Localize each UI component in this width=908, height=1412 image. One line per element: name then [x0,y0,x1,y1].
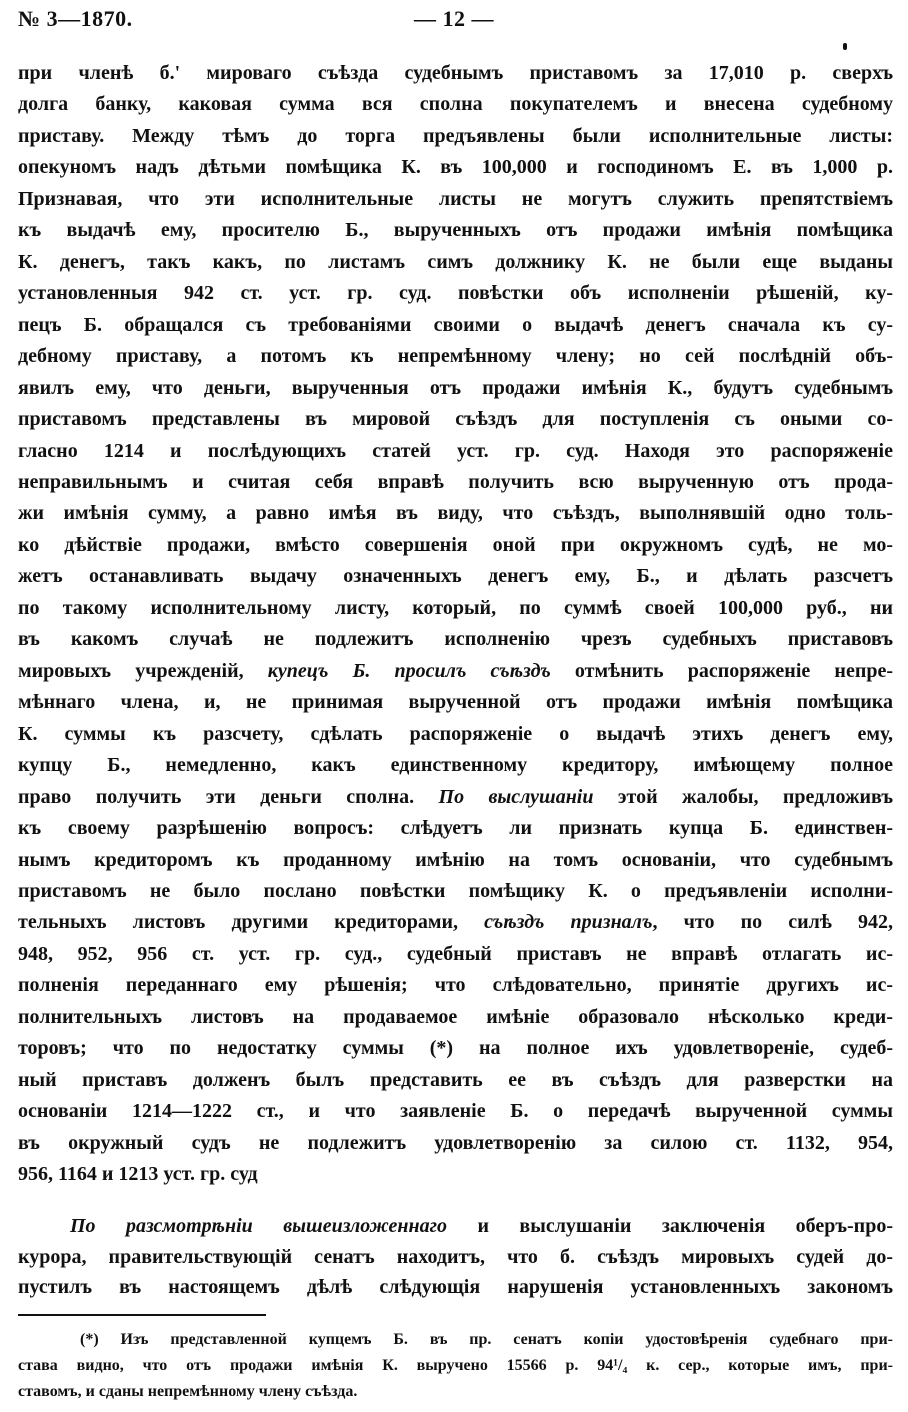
text-line [18,626,893,652]
text-line [18,1004,893,1030]
text-line [18,595,893,621]
text-line [18,343,893,369]
text-line [18,91,893,117]
italic-phrase: купецъ Б. просилъ съѣздъ [267,659,551,682]
print-speck [843,43,847,50]
page-number: — 12 — [414,6,494,31]
text-line [18,941,893,967]
text-segment: купцу Б., немедленно, какъ единственному кредитору, имѣющему полное [18,754,893,777]
text-segment: установленныя 942 ст. уст. гр. суд. повѣстки объ исполненіи рѣшеній, ку- [18,282,893,305]
text-line [18,469,893,495]
footnote-line: (*) Изъ представленной купцемъ Б. въ пр. сенатъ копіи удостовѣренія судебнаго при- [80,1331,893,1348]
text-segment: торовъ; что по недостатку суммы (*) на полное ихъ удовлетвореніе, судеб- [18,1037,893,1060]
text-line [18,1130,893,1156]
text-segment: опекуномъ надъ дѣтьми помѣщика К. въ 100,000 и господиномъ Е. въ 1,000 р. [18,156,893,179]
text-segment: К. денегъ, такъ какъ, по листамъ симъ должнику К. не были еще выданы [18,250,893,273]
text-line [18,438,893,464]
text-segment: право получить эти деньги сполна. [18,785,439,808]
text-segment: полнительныхъ листовъ на продаваемое имѣніе образовало нѣсколько креди- [18,1005,893,1028]
text-segment: въ какомъ случаѣ не подлежитъ исполненію чрезъ судебныхъ приставовъ [18,628,893,651]
text-segment: основаніи 1214—1222 ст., и что заявленіе Б. о передачѣ вырученной суммы [18,1100,893,1123]
text-line [18,689,893,715]
text-line [18,1274,893,1300]
text-segment: ко дѣйствіе продажи, вмѣсто совершенія оной при окружномъ судѣ, не мо- [18,533,893,556]
text-line [18,500,893,526]
text-segment: при членѣ б.' мироваго съѣзда судебнымъ приставомъ за 17,010 р. сверхъ [18,62,893,84]
text-segment: явилъ ему, что деньги, вырученныя отъ продажи имѣнія К., будутъ судебнымъ [18,376,893,399]
text-segment: дебному приставу, а потомъ къ непремѣнному члену; но сей послѣдній объ- [18,345,893,368]
text-segment: гласно 1214 и послѣдующихъ статей уст. гр. суд. Находя это распоряженіе [18,439,893,462]
text-line [18,784,893,810]
text-line [18,1161,893,1187]
text-line [18,752,893,778]
italic-phrase: По выслушаніи [438,785,594,808]
text-segment: къ своему разрѣшенію вопросъ: слѣдуетъ ли признать купца Б. единствен- [18,817,893,840]
text-segment: жетъ останавливать выдачу означенныхъ денегъ ему, Б., и дѣлать разсчетъ [18,565,893,588]
text-segment: и выслушаніи заключенія оберъ-про- [447,1215,893,1237]
footnote-divider [18,1314,266,1316]
text-line [18,721,893,747]
text-segment: по такому исполнительному листу, который, по суммѣ своей 100,000 руб., ни [18,596,893,619]
text-segment: пустилъ въ настоящемъ дѣлѣ слѣдующія нарушенія установленныхъ закономъ [18,1276,893,1299]
issue-number: № 3—1870. [18,6,133,31]
text-segment: къ выдачѣ ему, просителю Б., вырученныхъ отъ продажи имѣнія помѣщика [18,219,893,242]
text-segment: К. суммы къ разсчету, сдѣлать распоряженіе о выдачѣ этихъ денегъ ему, [18,722,893,745]
text-line [18,909,893,935]
text-segment: , что по силѣ 942, [652,911,893,934]
text-line [18,1035,893,1061]
text-segment: 948, 952, 956 ст. уст. гр. суд., судебный приставъ не вправѣ отлагать ис- [18,942,893,965]
text-segment: мировыхъ учрежденій, [18,659,268,682]
text-line [18,563,893,589]
text-segment: этой жалобы, предложивъ [593,785,893,808]
text-line [18,217,893,243]
text-segment: долга банку, каковая сумма вся сполна покупателемъ и внесена судебному [18,93,893,116]
text-line [18,658,893,684]
text-line [18,1098,893,1124]
text-line [18,154,893,180]
text-segment: курора, правительствующій сенатъ находитъ, что б. съѣздъ мировыхъ судей до- [18,1245,893,1268]
text-segment: жи имѣнія сумму, а равно имѣя въ виду, что съѣздъ, выполнявшій одно толь- [18,502,893,525]
text-segment: тельныхъ листовъ другими кредиторами, [18,911,485,934]
footnote-line: ставомъ, и сданы непремѣнному члену съѣзда. [18,1383,358,1400]
text-line [18,1244,893,1270]
text-line [18,1067,893,1093]
text-line [18,123,893,149]
text-line [18,186,893,212]
text-line [18,972,893,998]
footnote-line: става видно, что отъ продажи имѣнія К. выручено 15566 р. 94¹/₄ к. сер., которые имъ, при- [18,1357,893,1374]
italic-phrase: съѣздъ призналъ [484,911,653,934]
text-line [18,375,893,401]
italic-phrase: По разсмотрѣніи вышеизложеннаго [70,1215,448,1237]
text-line [18,847,893,873]
text-segment: приставомъ не было послано повѣстки помѣщику К. о предъявленіи исполни- [18,879,893,902]
text-line [18,406,893,432]
text-segment: пецъ Б. обращался съ требованіями своими о выдачѣ денегъ сначала къ су- [18,313,893,336]
text-line [18,280,893,306]
text-line [18,878,893,904]
text-line [18,815,893,841]
text-segment: нымъ кредиторомъ къ проданному имѣнію на томъ основаніи, что судебнымъ [18,848,893,871]
text-line [18,60,893,86]
text-segment: 956, 1164 и 1213 уст. гр. суд [18,1163,258,1186]
text-line [18,312,893,338]
text-segment: приставу. Между тѣмъ до торга предъявлены были исполнительные листы: [18,124,893,147]
text-segment: неправильнымъ и считая себя вправѣ получить всю вырученную отъ прода- [18,470,893,493]
text-line [18,532,893,558]
text-segment: ный приставъ долженъ былъ представить ее въ съѣздъ для разверстки на [18,1068,893,1091]
text-segment: отмѣнить распоряженіе непре- [550,659,893,682]
text-segment: полненія переданнаго ему рѣшенія; что слѣдовательно, принятіе другихъ ис- [18,974,893,997]
text-segment: приставомъ представлены въ мировой съѣздъ для поступленія съ оными со- [18,408,893,431]
text-segment: въ окружный судъ не подлежитъ удовлетворенію за силою ст. 1132, 954, [18,1131,893,1154]
text-segment: мѣннаго члена, и, не принимая вырученной отъ продажи имѣнія помѣщика [18,691,893,714]
text-line [18,1213,893,1239]
text-segment: Признавая, что эти исполнительные листы не могутъ служить препятствіемъ [18,187,893,210]
text-line [18,249,893,275]
